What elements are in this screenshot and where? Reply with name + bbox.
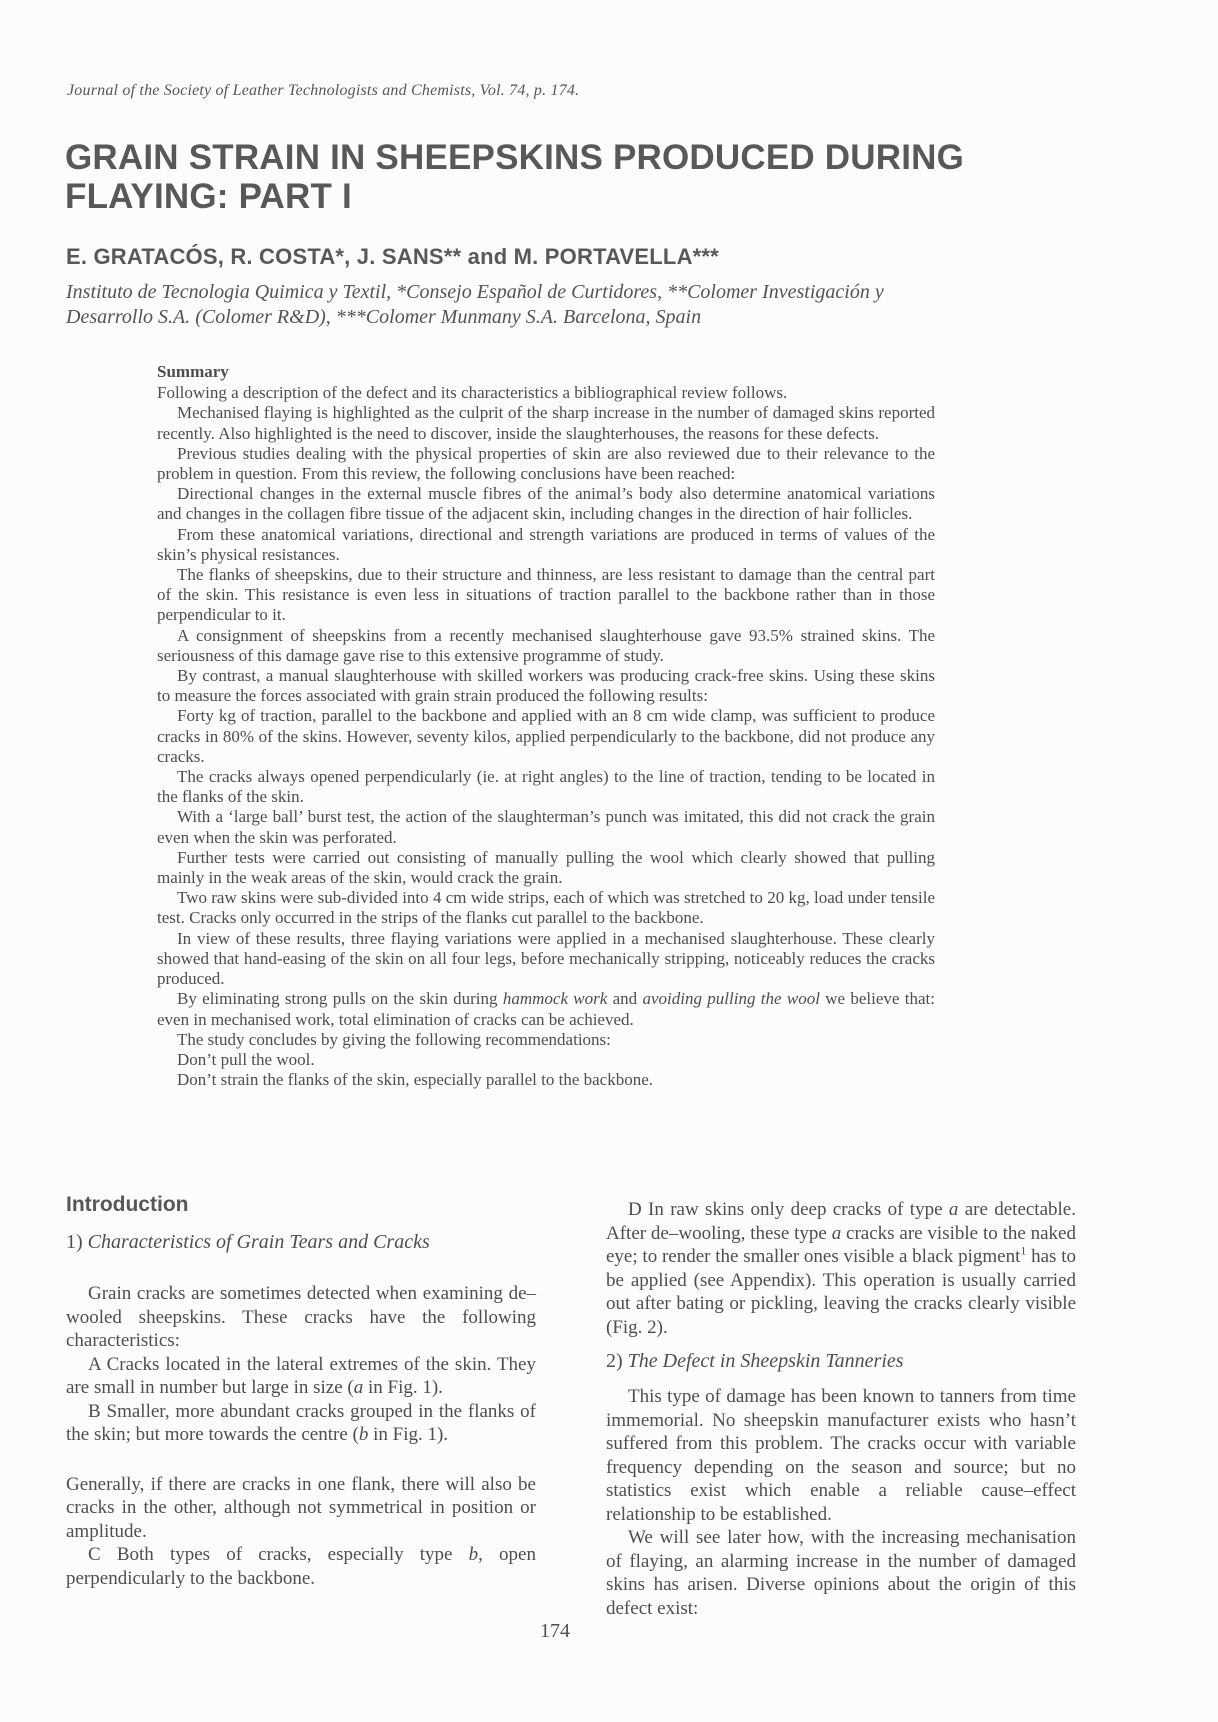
text-segment: 1) xyxy=(66,1231,88,1253)
summary-paragraphs xyxy=(157,383,935,1090)
text-segment: This type of damage has been known to tanners from time immemorial. No sheepskin manufacturer exists who hasn’t suffered from this problem. The cracks occur with variable frequency depending on the season and source; but no statistics exist which enable a reliable cause–effect relationship to be established. xyxy=(606,1386,1076,1525)
summary-paragraph xyxy=(157,767,935,807)
text-segment: A consignment of sheepskins from a recently mechanised slaughterhouse gave 93.5% strained skins. The seriousness of this damage gave rise to this extensive programme of study. xyxy=(157,625,935,665)
text-segment: In view of these results, three flaying variations were applied in a mechanised slaughterhouse. These clearly showed that hand-easing of the skin on all four legs, before mechanically stripping, noticeably reduces the cracks produced. xyxy=(157,928,935,989)
text-segment: Don’t strain the flanks of the skin, especially parallel to the backbone. xyxy=(177,1070,654,1090)
summary-paragraph xyxy=(157,1030,935,1050)
text-segment: Previous studies dealing with the physical properties of skin are also reviewed due to their relevance to the problem in question. From this review, the following conclusions have been reached: xyxy=(157,443,935,484)
body-paragraph xyxy=(66,1473,536,1544)
body-paragraph xyxy=(66,1353,536,1400)
journal-header-line: Journal of the Society of Leather Technologists and Chemists, Vol. 74, p. 174. xyxy=(67,82,580,99)
text-segment: are detectable. After de–wooling, these type xyxy=(606,1199,1076,1244)
text-segment: b xyxy=(358,1424,369,1445)
text-segment: Don’t pull the wool. xyxy=(177,1049,315,1069)
text-segment: By eliminating strong pulls on the skin during xyxy=(177,989,503,1009)
text-segment: A Cracks located in the lateral extremes of the skin. They are small in number but large in size ( xyxy=(66,1353,536,1398)
text-segment: avoiding pulling the wool xyxy=(642,989,820,1009)
body-paragraph xyxy=(66,1400,536,1447)
introduction-section xyxy=(66,1192,1092,1620)
authors-line: E. GRATACÓS, R. COSTA*, J. SANS** and M. PORTAVELLA*** xyxy=(66,244,719,269)
text-segment: From these anatomical variations, directional and strength variations are produced in terms of values of the skin’s physical resistances. xyxy=(157,524,935,564)
summary-paragraph xyxy=(157,403,935,443)
text-segment: B Smaller, more abundant cracks grouped in the flanks of the skin; but more towards the centre ( xyxy=(66,1400,536,1445)
text-segment: We will see later how, with the increasing mechanisation of flaying, an alarming increase in the number of damaged skins has arisen. Diverse opinions about the origin of this defect exist: xyxy=(606,1527,1076,1619)
summary-paragraph xyxy=(157,989,935,1029)
summary-paragraph xyxy=(157,888,935,928)
summary-recommendation xyxy=(157,1070,935,1090)
section-heading-introduction xyxy=(66,1192,536,1218)
summary-paragraph xyxy=(157,706,935,767)
subsection-heading-2 xyxy=(606,1349,1076,1373)
text-segment: Forty kg of traction, parallel to the backbone and applied with an 8 cm wide clamp, was sufficient to produce cracks in 80% of the skins. However, seventy kilos, applied perpendicularly to the backbone, did not produce any cracks. xyxy=(157,706,935,766)
summary-paragraph xyxy=(157,807,935,847)
text-segment: a xyxy=(353,1377,364,1398)
subsection-heading-1 xyxy=(66,1230,536,1254)
text-segment: cracks are visible to the naked eye; to render the smaller ones visible a black pigment xyxy=(606,1222,1076,1267)
left-column xyxy=(66,1192,536,1620)
summary-section xyxy=(157,362,935,1090)
text-segment: Grain cracks are sometimes detected when examining de–wooled sheepskins. These cracks have the following characteristics: xyxy=(66,1283,536,1351)
text-segment: Following a description of the defect and its characteristics a bibliographical review follows. xyxy=(157,383,788,403)
summary-paragraph xyxy=(157,626,935,666)
summary-paragraph xyxy=(157,525,935,565)
affiliation-line: Instituto de Tecnologia Quimica y Textil, *Consejo Español de Curtidores, **Colomer Investigación y Desarrollo S.A. (Colomer R&D), ***Colomer Munmany S.A. Barcelona, Spain xyxy=(66,281,884,328)
text-segment: 2) xyxy=(606,1350,628,1372)
summary-heading: Summary xyxy=(157,362,229,381)
text-segment: Generally, if there are cracks in one flank, there will also be cracks in the other, although not symmetrical in position or amplitude. xyxy=(66,1473,536,1542)
text-segment: C Both types of cracks, especially type xyxy=(88,1544,469,1565)
text-segment: The flanks of sheepskins, due to their structure and thinness, are less resistant to damage than the central part of the skin. This resistance is even less in situations of traction parallel to the backbone rather than in those perpendicular to it. xyxy=(157,565,935,625)
text-segment: , open perpendicularly to the backbone. xyxy=(66,1544,536,1589)
superscript-reference: 1 xyxy=(1020,1243,1027,1258)
summary-paragraph xyxy=(157,929,935,990)
text-segment: The Defect in Sheepskin Tanneries xyxy=(627,1350,904,1372)
text-segment: b xyxy=(468,1544,479,1565)
body-paragraph xyxy=(606,1198,1076,1339)
summary-paragraph xyxy=(157,444,935,484)
text-segment: hammock work xyxy=(502,989,608,1009)
text-segment: has to be applied (see Appendix). This operation is usually carried out after bating or pickling, leaving the cracks clearly visible (Fig. 2). xyxy=(606,1246,1077,1338)
text-segment: in Fig. 1). xyxy=(368,1424,449,1445)
summary-recommendation xyxy=(157,1050,935,1070)
summary-paragraph xyxy=(157,666,935,706)
text-segment: The study concludes by giving the following recommendations: xyxy=(177,1029,611,1049)
text-segment: a xyxy=(831,1222,842,1244)
text-segment: With a ‘large ball’ burst test, the action of the slaughterman’s punch was imitated, this did not crack the grain even when the skin was perforated. xyxy=(157,807,935,847)
text-segment: D In raw skins only deep cracks of type xyxy=(628,1199,949,1220)
text-segment: Characteristics of Grain Tears and Cracks xyxy=(87,1231,430,1253)
text-segment: we believe that: even in mechanised work, total elimination of cracks can be achieved. xyxy=(157,989,936,1029)
text-segment: and xyxy=(607,989,643,1009)
body-paragraph xyxy=(606,1526,1076,1620)
text-segment: in Fig. 1). xyxy=(363,1377,443,1398)
body-paragraph xyxy=(66,1282,536,1353)
page-number: 174 xyxy=(540,1620,570,1642)
body-paragraph xyxy=(606,1385,1076,1526)
right-column xyxy=(606,1192,1076,1620)
text-segment: By contrast, a manual slaughterhouse with skilled workers was producing crack-free skins. Using these skins to measure the forces associated with grain strain produced the following results: xyxy=(157,666,935,706)
summary-paragraph xyxy=(157,848,935,888)
article-title-line1: GRAIN STRAIN IN SHEEPSKINS PRODUCED DURING xyxy=(65,138,965,177)
text-segment: Two raw skins were sub-divided into 4 cm wide strips, each of which was stretched to 20 kg, load under tensile test. Cracks only occurred in the strips of the flanks cut parallel to the backbone. xyxy=(157,888,935,928)
summary-paragraph xyxy=(157,484,935,524)
article-title-line2: FLAYING: PART I xyxy=(65,177,352,216)
text-segment: Introduction xyxy=(66,1193,189,1216)
text-segment: Further tests were carried out consisting of manually pulling the wool which clearly showed that pulling mainly in the weak areas of the skin, would crack the grain. xyxy=(157,847,935,888)
text-segment: a xyxy=(948,1199,959,1220)
article-title xyxy=(65,138,995,216)
text-segment: Mechanised flaying is highlighted as the culprit of the sharp increase in the number of damaged skins reported recently. Also highlighted is the need to discover, inside the slaughterhouses, the reasons for these defects. xyxy=(157,403,935,443)
summary-paragraph xyxy=(157,383,935,403)
body-paragraph xyxy=(66,1543,536,1590)
summary-paragraph xyxy=(157,565,935,626)
text-segment: The cracks always opened perpendicularly (ie. at right angles) to the line of traction, tending to be located in the flanks of the skin. xyxy=(157,767,935,807)
text-segment: Directional changes in the external muscle fibres of the animal’s body also determine anatomical variations and changes in the collagen fibre tissue of the adjacent skin, including changes in the direction of hair follicles. xyxy=(157,484,935,524)
